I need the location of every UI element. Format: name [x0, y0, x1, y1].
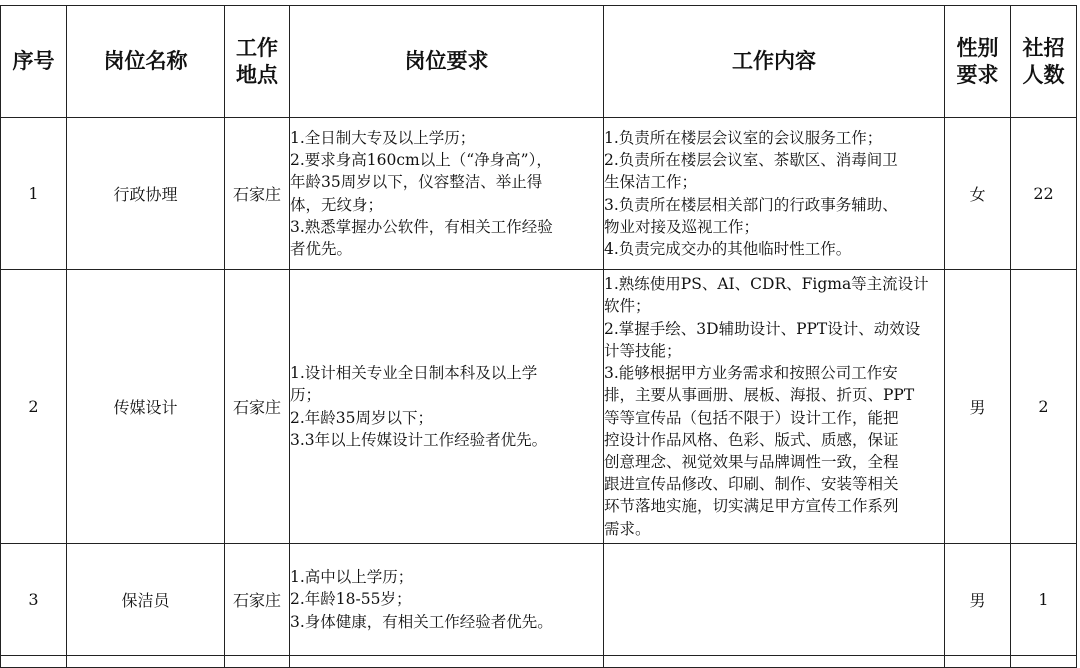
header-count	[1011, 6, 1077, 118]
cell-content	[604, 544, 945, 656]
content-line: 2.负责所在楼层会议室、茶歇区、消毒间卫	[604, 151, 898, 170]
cell-no: 3	[1, 544, 67, 656]
content-line: 2.掌握手绘、3D辅助设计、PPT设计、动效设	[604, 319, 921, 338]
content-line: 排，主要从事画册、展板、海报、折页、PPT	[604, 386, 915, 405]
cell-location: 石家庄	[225, 544, 290, 656]
requirement-line: 3.身体健康，有相关工作经验者优先。	[290, 612, 553, 631]
content-line: 计等技能；	[604, 341, 682, 360]
recruitment-table	[0, 5, 1077, 668]
header-gender-line: 要求	[956, 62, 999, 87]
content-line: 等等宣传品（包括不限于）设计工作，能把	[604, 408, 899, 427]
header-location-line: 地点	[236, 62, 278, 87]
content-line: 生保洁工作；	[604, 173, 698, 192]
requirement-line: 1.高中以上学历；	[290, 568, 414, 587]
cell-empty	[67, 656, 225, 668]
cell-count: 22	[1011, 118, 1077, 270]
header-gender-line: 性别	[956, 35, 999, 60]
content-line: 4.负责完成交办的其他临时性工作。	[604, 239, 852, 258]
header-gender	[945, 6, 1011, 118]
table-row	[1, 544, 1077, 656]
content-line: 3.负责所在楼层相关部门的行政事务辅助、	[604, 195, 898, 214]
cell-empty	[945, 656, 1011, 668]
requirement-line: 体，无纹身；	[290, 195, 384, 214]
content-line: 软件；	[604, 297, 651, 316]
cell-no: 1	[1, 118, 67, 270]
header-row	[1, 6, 1077, 118]
content-line: 物业对接及巡视工作；	[604, 217, 760, 236]
cell-title: 行政协理	[67, 118, 225, 270]
requirement-line: 年龄35周岁以下，仪容整洁、举止得	[290, 173, 543, 192]
cell-content	[604, 270, 945, 544]
cell-empty	[1, 656, 67, 668]
content-line: 3.能够根据甲方业务需求和按照公司工作安	[604, 364, 898, 383]
header-no: 序号	[1, 6, 67, 118]
cell-gender: 女	[945, 118, 1011, 270]
requirement-line: 者优先。	[290, 239, 353, 258]
requirement-line: 2.要求身高160cm以上（“净身高”），	[290, 151, 552, 170]
cell-title: 保洁员	[67, 544, 225, 656]
requirement-line: 2.年龄18-55岁；	[290, 590, 412, 609]
cell-empty	[1011, 656, 1077, 668]
cell-no: 2	[1, 270, 67, 544]
content-line: 创意理念、视觉效果与品牌调性一致，全程	[604, 452, 899, 471]
cell-location: 石家庄	[225, 118, 290, 270]
cell-count: 1	[1011, 544, 1077, 656]
content-line: 环节落地实施，切实满足甲方宣传工作系列	[604, 497, 899, 516]
content-line: 需求。	[604, 519, 651, 538]
cell-gender: 男	[945, 544, 1011, 656]
content-line: 1.熟练使用PS、AI、CDR、Figma等主流设计	[604, 275, 929, 294]
content-line: 跟进宣传品修改、印刷、制作、安装等相关	[604, 475, 899, 494]
cell-content	[604, 118, 945, 270]
cell-gender: 男	[945, 270, 1011, 544]
requirement-line: 历；	[290, 386, 322, 405]
cell-empty	[225, 656, 290, 668]
table-row	[1, 118, 1077, 270]
cell-location: 石家庄	[225, 270, 290, 544]
requirement-line: 2.年龄35周岁以下；	[290, 408, 434, 427]
requirement-line: 1.全日制大专及以上学历；	[290, 128, 476, 147]
requirement-line: 1.设计相关专业全日制本科及以上学	[290, 364, 538, 383]
table-row-partial	[1, 656, 1077, 668]
cell-empty	[604, 656, 945, 668]
header-location-line: 工作	[236, 35, 278, 60]
header-location	[225, 6, 290, 118]
content-line: 1.负责所在楼层会议室的会议服务工作；	[604, 128, 883, 147]
cell-requirements	[290, 118, 604, 270]
cell-empty	[290, 656, 604, 668]
cell-title: 传媒设计	[67, 270, 225, 544]
cell-requirements	[290, 544, 604, 656]
requirement-line: 3.熟悉掌握办公软件，有相关工作经验	[290, 217, 553, 236]
cell-requirements	[290, 270, 604, 544]
requirement-line: 3.3年以上传媒设计工作经验者优先。	[290, 430, 548, 449]
cell-count: 2	[1011, 270, 1077, 544]
header-title: 岗位名称	[67, 6, 225, 118]
header-count-line: 人数	[1022, 62, 1065, 87]
header-requirements: 岗位要求	[290, 6, 604, 118]
header-count-line: 社招	[1022, 35, 1065, 60]
header-content: 工作内容	[604, 6, 945, 118]
table-row	[1, 270, 1077, 544]
content-line: 控设计作品风格、色彩、版式、质感，保证	[604, 430, 899, 449]
